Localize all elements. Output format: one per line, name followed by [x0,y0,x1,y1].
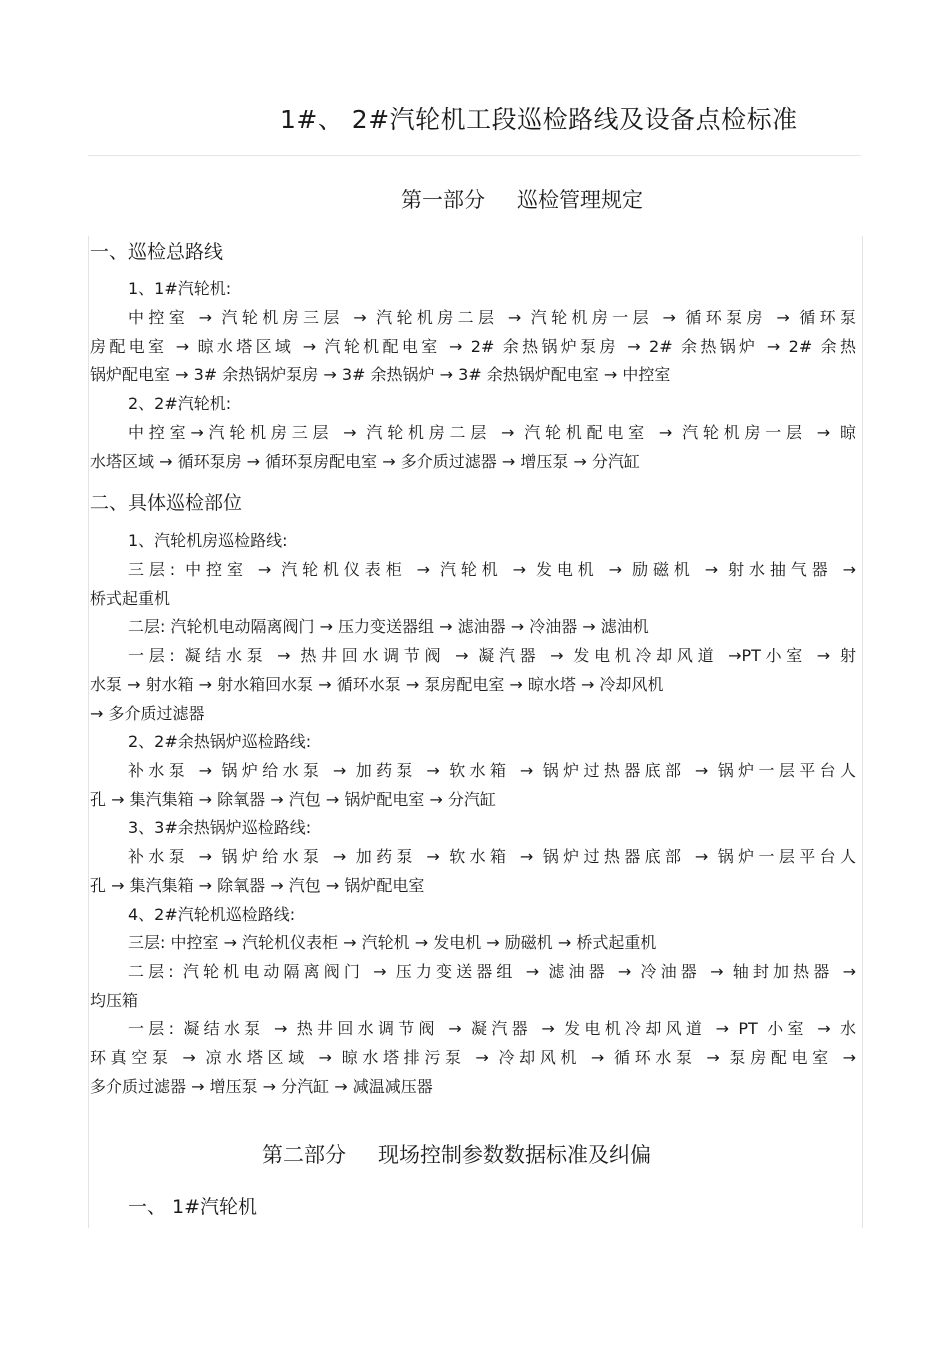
route2-label: 2、2#汽轮机: [128,394,232,413]
route1-line-3: 锅炉配电室 → 3# 余热锅炉泵房 → 3# 余热锅炉 → 3# 余热锅炉配电室 → 中控室 [90,365,671,384]
part2-heading [262,1139,651,1169]
turbine-route-line-3: 二层: 汽轮机电动隔离阀门 → 压力变送器组 → 滤油器 → 冷油器 → 滤油机 [128,617,649,636]
part2-number: 第二部分 [262,1143,346,1167]
boiler2-route-line-1: 补水泵 → 锅炉给水泵 → 加药泵 → 软水箱 → 锅炉过热器底部 → 锅炉一层平台人 [128,761,856,780]
turbine2-route-line-5: 环真空泵 → 凉水塔区域 → 晾水塔排污泵 → 冷却风机 → 循环水泵 → 泵房配电室 → [90,1048,856,1067]
section2-heading: 二、具体巡检部位 [90,492,243,514]
document-title: 1#、 2#汽轮机工段巡检路线及设备点检标准 [280,105,798,134]
boiler3-route-line-1: 补水泵 → 锅炉给水泵 → 加药泵 → 软水箱 → 锅炉过热器底部 → 锅炉一层平台人 [128,847,856,866]
part1-name: 巡检管理规定 [517,188,643,212]
boiler2-route-label: 2、2#余热锅炉巡检路线: [128,732,312,751]
turbine2-route-line-6: 多介质过滤器 → 增压泵 → 分汽缸 → 减温减压器 [90,1077,433,1096]
part1-heading [401,184,643,214]
route1-line-1: 中控室 → 汽轮机房三层 → 汽轮机房二层 → 汽轮机房一层 → 循环泵房 → 循环泵 [128,308,856,327]
turbine2-route-line-3: 均压箱 [90,991,139,1010]
route2-line-2: 水塔区域 → 循环泵房 → 循环泵房配电室 → 多介质过滤器 → 增压泵 → 分汽缸 [90,452,640,471]
route1-line-2: 房配电室 → 晾水塔区域 → 汽轮机配电室 → 2# 余热锅炉泵房 → 2# 余热锅炉 → 2# 余热 [90,337,856,356]
turbine-route-line-5: 水泵 → 射水箱 → 射水箱回水泵 → 循环水泵 → 泵房配电室 → 晾水塔 → 冷却风机 [90,675,664,694]
turbine-route-line-6: → 多介质过滤器 [90,704,205,723]
turbine2-route-line-4: 一层: 凝结水泵 → 热井回水调节阀 → 凝汽器 → 发电机冷却风道 → PT 小室 → 水 [128,1019,856,1038]
turbine2-route-line-2: 二层: 汽轮机电动隔离阀门 → 压力变送器组 → 滤油器 → 冷油器 → 轴封加热器 → [128,962,856,981]
turbine2-route-line-1: 三层: 中控室 → 汽轮机仪表柜 → 汽轮机 → 发电机 → 励磁机 → 桥式起重机 [128,933,657,952]
part2-name: 现场控制参数数据标准及纠偏 [378,1143,651,1167]
route2-line-1: 中控室→汽轮机房三层 → 汽轮机房二层 → 汽轮机配电室 → 汽轮机房一层 → 晾 [128,423,856,442]
boiler2-route-line-2: 孔 → 集汽集箱 → 除氧器 → 汽包 → 锅炉配电室 → 分汽缸 [90,790,496,809]
part1-number: 第一部分 [401,188,485,212]
boiler3-route-line-2: 孔 → 集汽集箱 → 除氧器 → 汽包 → 锅炉配电室 [90,876,425,895]
turbine2-route-label: 4、2#汽轮机巡检路线: [128,905,296,924]
section1-heading: 一、巡检总路线 [90,241,224,263]
turbine-route-line-4: 一层: 凝结水泵 → 热井回水调节阀 → 凝汽器 → 发电机冷却风道 →PT小室 → 射 [128,646,856,665]
turbine-route-line-2: 桥式起重机 [90,589,171,608]
turbine-route-label: 1、汽轮机房巡检路线: [128,531,288,550]
turbine-route-line-1: 三层: 中控室 → 汽轮机仪表柜 → 汽轮机 → 发电机 → 励磁机 → 射水抽气器 → [128,560,856,579]
title-divider [88,155,861,156]
route1-label: 1、1#汽轮机: [128,279,232,298]
boiler3-route-label: 3、3#余热锅炉巡检路线: [128,818,312,837]
part2-subheading: 一、 1#汽轮机 [128,1196,258,1218]
